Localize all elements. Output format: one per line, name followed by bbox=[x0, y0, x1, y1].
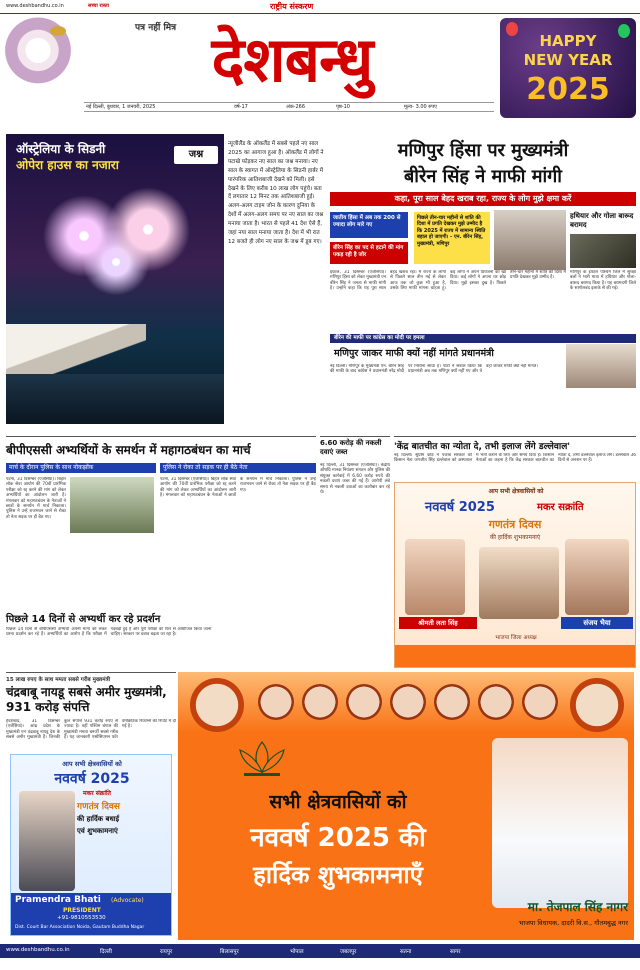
ny-newyear: NEW YEAR bbox=[523, 51, 613, 69]
sydney-headline-1: ऑस्ट्रेलिया के सिडनी bbox=[16, 142, 106, 156]
advocate-role: (Advocate) bbox=[111, 897, 144, 904]
sydney-photo bbox=[6, 134, 224, 424]
middle-ad-portrait-left bbox=[405, 539, 465, 615]
advocate-ad-topline: आप सभी क्षेत्रवासियों को bbox=[62, 760, 122, 768]
jairam-photo bbox=[566, 344, 636, 388]
bpsc-sub-body: पिछले 14 दिनों से बीपीएससी अभ्यर्थी अपनी मांगों को लेकर धरना प्रदर्शन कर रहे हैं। अभ्यर्थियों का आरोप है कि परीक्षा में गड़बड़ी हुई है और पूरी परीक्षा को फिर से आयोजित किया जाना चाहिए। सरकार पर दबाव बढ़ता जा रहा है। bbox=[6, 627, 212, 638]
medicine-headline: 6.60 करोड़ की नकली दवाएं जब्त bbox=[320, 439, 382, 456]
middle-ad-wish: की हार्दिक शुभकामनाएं bbox=[489, 534, 541, 541]
advocate-ad bbox=[10, 754, 172, 936]
sydney-story bbox=[6, 134, 328, 432]
jashn-badge: जश्न bbox=[174, 146, 218, 164]
leader-portrait-6 bbox=[434, 684, 470, 720]
footer-city-7: सागर bbox=[450, 949, 461, 955]
masthead bbox=[0, 0, 640, 135]
new-year-badge bbox=[500, 18, 636, 118]
leader-portrait-9 bbox=[570, 678, 624, 732]
year-label: वर्ष-17 bbox=[234, 104, 248, 110]
footer-city-3: बिलासपुर bbox=[220, 949, 239, 955]
farmers-headline: 'केंद्र बातचीत का न्योता दे, तभी इलाज लेंगे डल्लेवाल' bbox=[394, 442, 571, 452]
website-top[interactable]: www.deshbandhu.co.in bbox=[6, 3, 64, 9]
footer-bar bbox=[0, 944, 640, 958]
manipur-bullet-1: जातीय हिंसा में अब तक 200 से ज्यादा लोग मारे गए bbox=[330, 212, 408, 238]
biren-singh-photo bbox=[494, 210, 566, 270]
advocate-phone: +91-9810553530 bbox=[57, 915, 106, 921]
chandrababu-body: हैदराबाद, 31 दिसम्बर (एजेंसियां)। आंध्र प्रदेश के मुख्यमंत्री एन चंद्रबाबू नायडू देश के सबसे अमीर मुख्यमंत्री हैं। जिनकी कुल संपत्ति 931 करोड़ रुपए से ज्यादा है। वहीं पश्चिम बंगाल की मुख्यमंत्री ममता बनर्जी सबसे गरीब हैं। यह जानकारी एसोसिएशन फॉर डेमोक्रेटिक रिफॉर्म्स की रिपोर्ट में दी गई है। bbox=[6, 719, 176, 741]
weapons-head: हथियार और गोला बारूद बरामद bbox=[570, 212, 634, 229]
footer-city-6: सतना bbox=[400, 949, 412, 955]
fireworks bbox=[36, 184, 196, 314]
congress-strip: बीरेन की माफी पर कांग्रेस का मोदी पर हमला bbox=[330, 334, 636, 343]
mla-portrait bbox=[492, 738, 628, 908]
chandrababu-headline: चंद्रबाबू नायडू सबसे अमीर मुख्यमंत्री, 931 करोड़ संपत्ति bbox=[6, 685, 167, 714]
leader-portrait-8 bbox=[522, 684, 558, 720]
footer-city-4: भोपाल bbox=[290, 949, 304, 955]
middle-ad-topline: आप सभी क्षेत्रवासियों को bbox=[488, 488, 544, 495]
ny-year: 2025 bbox=[526, 72, 610, 107]
ny-happy: HAPPY bbox=[539, 32, 597, 50]
big-ad-line-1: सभी क्षेत्रवासियों को bbox=[269, 791, 407, 813]
harbour-water bbox=[6, 374, 224, 424]
advocate-ad-subtitle: मकर संक्रांति bbox=[83, 790, 111, 797]
footer-website[interactable]: www.deshbandhu.co.in bbox=[6, 947, 70, 953]
medicine-story bbox=[320, 436, 390, 668]
advocate-ad-title: नववर्ष 2025 bbox=[54, 771, 130, 787]
bpsc-body-right: पटना, 31 दिसम्बर (एजेंसियां)। बिहार लोक सेवा आयोग की 70वीं प्रारंभिक परीक्षा को रद्द करने की मांग को लेकर अभ्यर्थियों का आंदोलन जारी है। मंगलवार को महागठबंधन के नेताओं ने छात्रों के समर्थन में मार्च निकाला। पुलिस ने उन्हें राजभवन जाने से रोका तो नेता सड़क पर ही बैठ गए। bbox=[160, 477, 316, 499]
mla-role: भाजपा विधायक, दादरी वि.स., गौतमबुद्ध नगर bbox=[518, 919, 628, 927]
middle-ad-subtitle: मकर सक्रांति bbox=[537, 502, 584, 513]
footer-city-1: दिल्ली bbox=[100, 949, 112, 955]
middle-ad-title: नववर्ष 2025 bbox=[425, 500, 495, 515]
weapons-text: मणिपुर के इंफाल पश्चिम जिले में सुरक्षा बलों ने भारी मात्रा में हथियार और गोला-बारूद बरामद किया है। यह बरामदगी जिले के सागोलबंद इलाके से की गई। bbox=[570, 270, 636, 292]
manipur-headline-2: बीरेन सिंह ने माफी मांगी bbox=[404, 166, 562, 187]
bpsc-label-2: पुलिस ने रोका तो सड़क पर ही बैठे नेता bbox=[160, 463, 316, 473]
advocate-org: Dist. Court Bar Association Noida, Gautam Buddha Nagar bbox=[15, 925, 145, 930]
advocate-name-band bbox=[11, 893, 172, 936]
farmers-body: नई दिल्ली। सुप्रीम कोर्ट ने पंजाब सरकार को किसान नेता जगजीत सिंह डल्लेवाल को अस्पताल में भर्ती कराने के लिए और समय दिया है। किसान नेताओं का कहना है कि केंद्र सरकार बातचीत का न्योता दे, तभी डल्लेवाल इलाज लेंगे। डल्लेवाल 36 दिनों से अनशन पर हैं। bbox=[394, 453, 636, 464]
balloon-icon-2 bbox=[618, 24, 630, 38]
footer-city-2: रायपुर bbox=[160, 949, 173, 955]
dateline: नई दिल्ली, बुधवार, 1 जनवरी, 2025 bbox=[86, 104, 156, 110]
pages-label: पृष्ठ-10 bbox=[336, 104, 350, 110]
bpsc-story bbox=[6, 436, 316, 668]
middle-ad-group bbox=[479, 547, 559, 619]
advocate-ad-festival: गणतंत्र दिवस bbox=[77, 802, 121, 812]
butterfly-icon bbox=[50, 26, 66, 36]
manipur-subhead: कहा, पूरा साल बेहद खराब रहा, राज्य के लोग मुझे क्षमा करें bbox=[330, 192, 636, 206]
advocate-name: Pramendra Bhati bbox=[15, 895, 101, 905]
middle-ad-footer-band bbox=[395, 645, 636, 668]
leader-portrait-4 bbox=[346, 684, 382, 720]
manipur-story bbox=[330, 134, 636, 434]
middle-ad-festival: गणतंत्र दिवस bbox=[488, 518, 542, 531]
middle-ad-name-left: श्रीमती लता सिंह bbox=[399, 617, 477, 629]
middle-ad-foot: भाजपा जिला अध्यक्ष bbox=[495, 635, 537, 641]
balloon-icon bbox=[506, 22, 518, 36]
sydney-caption: न्यूजीलैंड के ऑकलैंड में सबसे पहले नए साल 2025 का आगाज हुआ है। ऑकलैंड में लोगों ने पटाखे फोड़कर नए साल का जश्न मनाया। नए साल के स्वागत में ऑस्ट्रेलिया के सिडनी हार्बर में पारंपरिक आतिशबाजी देखने को मिली। इसे देखने के लिए करीब 10 लाख लोग पहुंचे। बता दें लगातार 12 मिनट तक आतिशबाजी हुई। अलग-अलग टाइम जोन के कारण दुनिया के देशों में अलग-अलग समय पर नए साल का जश्न मनाया जाता है। भारत से पहले 41 देश ऐसे हैं, जहां नया साल मनाया जाता है। देश में भी रात 12 बजते ही लोग नए साल के जश्न में डूब गए। bbox=[228, 141, 324, 245]
bpsc-subhead: पिछले 14 दिनों से अभ्यर्थी कर रहे प्रदर्शन bbox=[6, 614, 161, 625]
advocate-ad-wish: की हार्दिक बधाई bbox=[77, 815, 120, 823]
bpsc-label-1: मार्च के दौरान पुलिस के साथ नोकझोंक bbox=[6, 463, 156, 473]
mla-name: मा. तेजपाल सिंह नागर bbox=[527, 900, 628, 914]
manipur-headline-1: मणिपुर हिंसा पर मुख्यमंत्री bbox=[397, 140, 569, 161]
middle-ad-name-right: संजय भैया bbox=[561, 617, 633, 629]
lotus-icon-svg bbox=[232, 738, 292, 778]
tagline-left: सच्चा रास्ता bbox=[88, 3, 109, 9]
logo: देशबन्धु bbox=[211, 23, 373, 96]
advocate-portrait bbox=[19, 791, 75, 891]
big-ad-line-2: नववर्ष 2025 की bbox=[250, 823, 426, 853]
bpsc-headline: बीपीएससी अभ्यर्थियों के समर्थन में महागठबंधन का मार्च bbox=[6, 443, 251, 457]
bpsc-body-left: पटना, 31 दिसम्बर (एजेंसियां)। बिहार लोक सेवा आयोग की 70वीं प्रारंभिक परीक्षा को रद्द करने की मांग को लेकर अभ्यर्थियों का आंदोलन जारी है। मंगलवार को महागठबंधन के नेताओं ने छात्रों के समर्थन में मार्च निकाला। पुलिस ने उन्हें राजभवन जाने से रोका तो नेता सड़क पर ही बैठ गए। bbox=[6, 477, 66, 520]
bpsc-march-photo bbox=[70, 477, 154, 533]
leader-portrait-2 bbox=[258, 684, 294, 720]
manipur-quote: पिछले तीन-चार महीनों से शांति की दिशा में प्रगति देखकर मुझे उम्मीद है कि 2025 में राज्य में सामान्य स्थिति बहाल हो जाएगी। - एन. बीरेन सिंह, मुख्यमंत्री, मणिपुर bbox=[414, 212, 490, 264]
advocate-ad-wish2: एवं शुभकामनाएं bbox=[77, 827, 118, 835]
advocate-title: PRESIDENT bbox=[63, 907, 101, 914]
sydney-headline-2: ओपेरा हाउस का नजारा bbox=[16, 158, 119, 172]
manipur-body: इंफाल, 31 दिसम्बर (एजेंसियां)। मणिपुर हिंसा को लेकर मुख्यमंत्री एन बीरेन सिंह ने जनता से माफी मांगी है। उन्होंने कहा कि यह पूरा साल बेहद खराब रहा। मैं राज्य के लोगों से पिछले साल तीन मई से लेकर आज तक जो कुछ भी हुआ है, उसके लिए माफी मांगना चाहता हूं। कई लोगों ने अपने प्रियजनों को खो दिया। कई लोगों ने अपना घर छोड़ दिया। मुझे इसका दुख है। पिछले तीन-चार महीनों में शांति की दिशा में प्रगति देखकर मुझे उम्मीद है। bbox=[330, 270, 566, 292]
big-ad bbox=[178, 672, 634, 940]
weapons-photo bbox=[570, 234, 636, 268]
dateline-bar bbox=[84, 102, 494, 112]
medicine-body: नई दिल्ली, 31 दिसम्बर (एजेंसियां)। केंद्रीय औषधि मानक नियंत्रण संगठन और पुलिस की संयुक्त कार्रवाई में 6.60 करोड़ रुपये की नकली दवाएं जब्त की गई हैं। आरोपी लंबे समय से नकली दवाओं का कारोबार कर रहे थे। bbox=[320, 463, 390, 496]
motto: पत्र नहीं मित्र bbox=[135, 23, 177, 33]
price-label: मूल्य- 3.00 रुपए bbox=[404, 104, 437, 110]
manipur-bullet-2: बीरेन सिंह का पद से हटाने की मांग पकड़ रही है जोर bbox=[330, 242, 408, 264]
chandrababu-tagline: 15 लाख रुपए के साथ ममता सबसे गरीब मुख्यमंत्री bbox=[6, 677, 111, 683]
issue-label: अंक-266 bbox=[286, 104, 306, 110]
middle-ad bbox=[394, 482, 636, 668]
lotus-icon bbox=[232, 738, 292, 778]
edition-label: राष्ट्रीय संस्करण bbox=[270, 2, 314, 11]
big-ad-line-3: हार्दिक शुभकामनाएँ bbox=[253, 861, 423, 889]
footer-city-5: जबलपुर bbox=[340, 949, 357, 955]
leader-portrait-3 bbox=[302, 684, 338, 720]
top-strip bbox=[0, 0, 640, 14]
congress-body: नई दिल्ली। मणिपुर के मुख्यमंत्री एन. बीरेन सिंह की माफी के बाद कांग्रेस ने प्रधानमंत्री नरेंद्र मोदी पर निशाना साधा है। पार्टी ने सवाल किया कि प्रधानमंत्री अब तक मणिपुर क्यों नहीं गए और वे वहां जाकर माफी क्यों नहीं मांगते। bbox=[330, 364, 538, 375]
leader-portrait-5 bbox=[390, 684, 426, 720]
middle-ad-portrait-right bbox=[565, 539, 629, 615]
congress-headline: मणिपुर जाकर माफी क्यों नहीं मांगते प्रधानमंत्री bbox=[334, 348, 494, 359]
leader-portrait-7 bbox=[478, 684, 514, 720]
leader-portrait-1 bbox=[190, 678, 244, 732]
flower-decoration bbox=[2, 16, 82, 102]
